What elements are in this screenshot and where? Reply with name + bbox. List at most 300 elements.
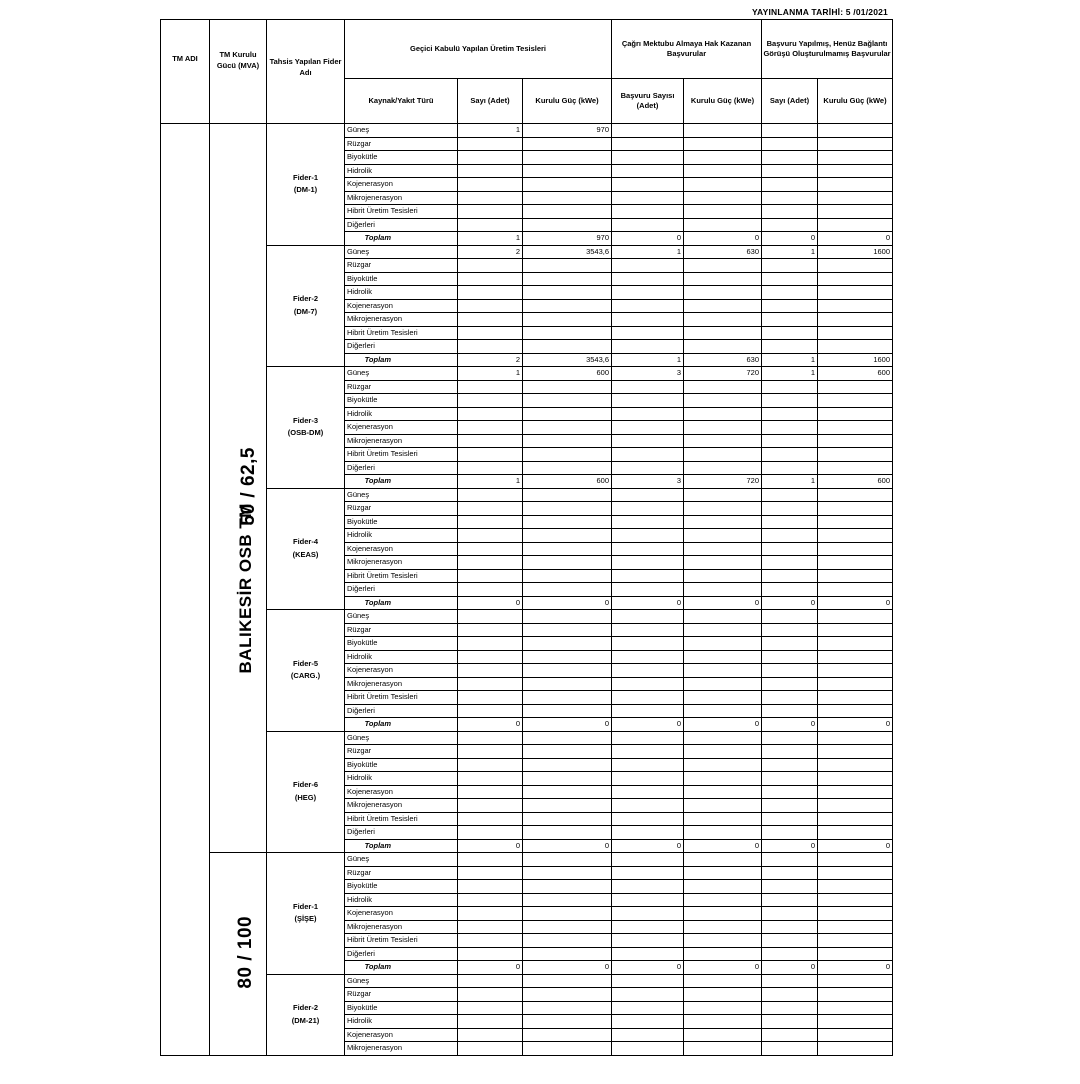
- gecici-sayi-cell: [458, 988, 523, 1002]
- cagri-kurulu-guc-cell: 630: [684, 353, 762, 367]
- gecici-kurulu-guc-cell: [523, 758, 612, 772]
- cagri-basvuru-sayisi-cell: [612, 731, 684, 745]
- basvuru-kurulu-guc-cell: [818, 583, 893, 597]
- basvuru-kurulu-guc-cell: [818, 205, 893, 219]
- cagri-kurulu-guc-cell: [684, 704, 762, 718]
- source-type: Kojenerasyon: [345, 1028, 458, 1042]
- basvuru-sayi-cell: [762, 380, 818, 394]
- gecici-kurulu-guc-cell: [523, 218, 612, 232]
- cagri-basvuru-sayisi-cell: [612, 218, 684, 232]
- gecici-kurulu-guc-cell: [523, 677, 612, 691]
- source-type: Mikrojenerasyon: [345, 799, 458, 813]
- source-type: Hibrit Üretim Tesisleri: [345, 569, 458, 583]
- gecici-sayi-cell: [458, 772, 523, 786]
- source-type: Güneş: [345, 731, 458, 745]
- basvuru-kurulu-guc-cell: [818, 623, 893, 637]
- cagri-basvuru-sayisi-cell: [612, 785, 684, 799]
- basvuru-sayi-cell: [762, 461, 818, 475]
- source-type: Hidrolik: [345, 407, 458, 421]
- cagri-kurulu-guc-cell: [684, 205, 762, 219]
- basvuru-kurulu-guc-cell: [818, 313, 893, 327]
- gecici-sayi-cell: [458, 934, 523, 948]
- basvuru-sayi-cell: [762, 637, 818, 651]
- gecici-kurulu-guc-cell: [523, 205, 612, 219]
- basvuru-sayi-cell: [762, 434, 818, 448]
- fider-name: Fider-6: [292, 780, 318, 790]
- gecici-sayi-cell: [458, 691, 523, 705]
- basvuru-kurulu-guc-cell: [818, 785, 893, 799]
- cagri-basvuru-sayisi-cell: 1: [612, 245, 684, 259]
- basvuru-sayi-cell: [762, 299, 818, 313]
- source-type: Kojenerasyon: [345, 664, 458, 678]
- basvuru-sayi-cell: [762, 218, 818, 232]
- source-type: Diğerleri: [345, 826, 458, 840]
- gecici-sayi-cell: [458, 853, 523, 867]
- basvuru-sayi-cell: [762, 151, 818, 165]
- gecici-sayi-cell: [458, 826, 523, 840]
- table-row: [161, 974, 893, 988]
- gecici-kurulu-guc-cell: [523, 286, 612, 300]
- cagri-kurulu-guc-cell: [684, 974, 762, 988]
- basvuru-kurulu-guc-cell: [818, 191, 893, 205]
- gecici-sayi-cell: [458, 178, 523, 192]
- gecici-kurulu-guc-cell: [523, 434, 612, 448]
- gecici-kurulu-guc-cell: [523, 880, 612, 894]
- basvuru-kurulu-guc-cell: [818, 569, 893, 583]
- basvuru-kurulu-guc-cell: [818, 272, 893, 286]
- gecici-kurulu-guc-cell: [523, 164, 612, 178]
- gecici-sayi-cell: [458, 704, 523, 718]
- source-type: Mikrojenerasyon: [345, 1042, 458, 1056]
- source-type: Biyokütle: [345, 880, 458, 894]
- gecici-sayi-cell: 1: [458, 124, 523, 138]
- source-type: Kojenerasyon: [345, 785, 458, 799]
- cagri-kurulu-guc-cell: [684, 542, 762, 556]
- gecici-sayi-cell: 0: [458, 961, 523, 975]
- fider-name: Fider-1: [292, 901, 318, 911]
- cagri-kurulu-guc-cell: [684, 880, 762, 894]
- basvuru-sayi-cell: [762, 704, 818, 718]
- cagri-kurulu-guc-cell: [684, 461, 762, 475]
- basvuru-kurulu-guc-cell: [818, 286, 893, 300]
- gecici-sayi-cell: [458, 340, 523, 354]
- basvuru-sayi-cell: [762, 1042, 818, 1056]
- cagri-kurulu-guc-cell: 0: [684, 232, 762, 246]
- gecici-kurulu-guc-cell: [523, 272, 612, 286]
- cagri-basvuru-sayisi-cell: [612, 623, 684, 637]
- gecici-kurulu-guc-cell: [523, 745, 612, 759]
- gecici-sayi-cell: [458, 515, 523, 529]
- gecici-kurulu-guc-cell: [523, 947, 612, 961]
- gecici-sayi-cell: [458, 880, 523, 894]
- basvuru-kurulu-guc-cell: [818, 515, 893, 529]
- basvuru-kurulu-guc-cell: [818, 880, 893, 894]
- cagri-basvuru-sayisi-cell: [612, 529, 684, 543]
- source-type: Kojenerasyon: [345, 542, 458, 556]
- cagri-kurulu-guc-cell: [684, 313, 762, 327]
- basvuru-kurulu-guc-cell: [818, 799, 893, 813]
- cagri-kurulu-guc-cell: [684, 515, 762, 529]
- gecici-sayi-cell: [458, 758, 523, 772]
- basvuru-kurulu-guc-cell: [818, 704, 893, 718]
- gecici-kurulu-guc-cell: [523, 704, 612, 718]
- basvuru-sayi-cell: [762, 745, 818, 759]
- cagri-basvuru-sayisi-cell: [612, 434, 684, 448]
- cagri-basvuru-sayisi-cell: [612, 205, 684, 219]
- source-type: Biyokütle: [345, 151, 458, 165]
- gecici-kurulu-guc-cell: 970: [523, 124, 612, 138]
- source-type: Hibrit Üretim Tesisleri: [345, 205, 458, 219]
- cagri-basvuru-sayisi-cell: [612, 515, 684, 529]
- gecici-sayi-cell: 1: [458, 232, 523, 246]
- basvuru-kurulu-guc-cell: [818, 907, 893, 921]
- total-label: Toplam: [345, 839, 458, 853]
- cagri-basvuru-sayisi-cell: [612, 259, 684, 273]
- source-type: Biyokütle: [345, 272, 458, 286]
- basvuru-kurulu-guc-cell: [818, 178, 893, 192]
- cagri-kurulu-guc-cell: 0: [684, 718, 762, 732]
- fider-cell: [267, 974, 345, 1055]
- gecici-sayi-cell: [458, 191, 523, 205]
- header-kurulu-guc: Kurulu Güç (kWe): [523, 79, 612, 124]
- cagri-kurulu-guc-cell: [684, 650, 762, 664]
- basvuru-sayi-cell: 1: [762, 367, 818, 381]
- gecici-sayi-cell: [458, 583, 523, 597]
- basvuru-kurulu-guc-cell: [818, 866, 893, 880]
- cagri-basvuru-sayisi-cell: [612, 1015, 684, 1029]
- gecici-kurulu-guc-cell: 600: [523, 475, 612, 489]
- gecici-sayi-cell: [458, 677, 523, 691]
- gecici-sayi-cell: [458, 1028, 523, 1042]
- basvuru-sayi-cell: 1: [762, 353, 818, 367]
- gecici-sayi-cell: [458, 205, 523, 219]
- basvuru-sayi-cell: [762, 785, 818, 799]
- gecici-sayi-cell: [458, 569, 523, 583]
- source-type: Mikrojenerasyon: [345, 434, 458, 448]
- fider-cell: [267, 731, 345, 853]
- gecici-sayi-cell: [458, 259, 523, 273]
- gecici-kurulu-guc-cell: 0: [523, 596, 612, 610]
- fider-name: Fider-1: [292, 172, 318, 182]
- basvuru-sayi-cell: [762, 812, 818, 826]
- gecici-kurulu-guc-cell: [523, 421, 612, 435]
- cagri-basvuru-sayisi-cell: [612, 947, 684, 961]
- cagri-basvuru-sayisi-cell: 3: [612, 367, 684, 381]
- cagri-kurulu-guc-cell: [684, 178, 762, 192]
- source-type: Mikrojenerasyon: [345, 191, 458, 205]
- basvuru-sayi-cell: [762, 731, 818, 745]
- gecici-kurulu-guc-cell: [523, 785, 612, 799]
- table-row: [161, 610, 893, 624]
- gecici-kurulu-guc-cell: [523, 515, 612, 529]
- source-type: Diğerleri: [345, 583, 458, 597]
- gecici-sayi-cell: [458, 920, 523, 934]
- cagri-basvuru-sayisi-cell: [612, 326, 684, 340]
- gecici-kurulu-guc-cell: [523, 893, 612, 907]
- basvuru-sayi-cell: [762, 907, 818, 921]
- cagri-basvuru-sayisi-cell: [612, 164, 684, 178]
- basvuru-sayi-cell: [762, 853, 818, 867]
- header-tahsis-fider: Tahsis Yapılan Fider Adı: [267, 20, 345, 124]
- fider-name: Fider-4: [292, 537, 318, 547]
- gecici-kurulu-guc-cell: [523, 151, 612, 165]
- gecici-sayi-cell: [458, 286, 523, 300]
- basvuru-kurulu-guc-cell: 0: [818, 596, 893, 610]
- source-type: Diğerleri: [345, 704, 458, 718]
- basvuru-sayi-cell: [762, 259, 818, 273]
- cagri-basvuru-sayisi-cell: [612, 299, 684, 313]
- basvuru-sayi-cell: [762, 407, 818, 421]
- basvuru-sayi-cell: 1: [762, 475, 818, 489]
- total-label: Toplam: [345, 475, 458, 489]
- gecici-kurulu-guc-cell: [523, 907, 612, 921]
- cagri-kurulu-guc-cell: [684, 853, 762, 867]
- header-sayi-basvuru: Sayı (Adet): [762, 79, 818, 124]
- gecici-sayi-cell: [458, 448, 523, 462]
- cagri-kurulu-guc-cell: [684, 340, 762, 354]
- gecici-sayi-cell: 0: [458, 596, 523, 610]
- basvuru-sayi-cell: [762, 650, 818, 664]
- gecici-kurulu-guc-cell: [523, 826, 612, 840]
- basvuru-kurulu-guc-cell: [818, 488, 893, 502]
- gecici-kurulu-guc-cell: [523, 623, 612, 637]
- basvuru-kurulu-guc-cell: [818, 677, 893, 691]
- gecici-kurulu-guc-cell: [523, 326, 612, 340]
- gecici-kurulu-guc-cell: 0: [523, 961, 612, 975]
- gecici-sayi-cell: [458, 326, 523, 340]
- source-type: Güneş: [345, 853, 458, 867]
- basvuru-kurulu-guc-cell: [818, 731, 893, 745]
- cagri-kurulu-guc-cell: [684, 988, 762, 1002]
- basvuru-sayi-cell: [762, 191, 818, 205]
- total-label: Toplam: [345, 596, 458, 610]
- source-type: Rüzgar: [345, 988, 458, 1002]
- cagri-kurulu-guc-cell: [684, 380, 762, 394]
- cagri-basvuru-sayisi-cell: [612, 988, 684, 1002]
- basvuru-sayi-cell: [762, 502, 818, 516]
- table-row: [161, 245, 893, 259]
- header-tm-kurulu-gucu: TM Kurulu Gücü (MVA): [210, 20, 267, 124]
- gecici-kurulu-guc-cell: [523, 1015, 612, 1029]
- source-type: Mikrojenerasyon: [345, 677, 458, 691]
- mva-cell: [210, 124, 267, 853]
- cagri-kurulu-guc-cell: [684, 691, 762, 705]
- cagri-basvuru-sayisi-cell: [612, 745, 684, 759]
- gecici-kurulu-guc-cell: [523, 1042, 612, 1056]
- cagri-basvuru-sayisi-cell: [612, 421, 684, 435]
- source-type: Rüzgar: [345, 259, 458, 273]
- source-type: Diğerleri: [345, 461, 458, 475]
- gecici-kurulu-guc-cell: 600: [523, 367, 612, 381]
- fider-code: (HEG): [294, 792, 317, 802]
- gecici-kurulu-guc-cell: [523, 772, 612, 786]
- basvuru-sayi-cell: [762, 866, 818, 880]
- gecici-sayi-cell: [458, 650, 523, 664]
- cagri-kurulu-guc-cell: [684, 299, 762, 313]
- cagri-basvuru-sayisi-cell: [612, 137, 684, 151]
- header-kurulu-guc-basvuru: Kurulu Güç (kWe): [818, 79, 893, 124]
- cagri-kurulu-guc-cell: [684, 623, 762, 637]
- source-type: Rüzgar: [345, 380, 458, 394]
- fider-code: (DM-7): [293, 306, 318, 316]
- basvuru-kurulu-guc-cell: [818, 745, 893, 759]
- source-type: Mikrojenerasyon: [345, 556, 458, 570]
- basvuru-sayi-cell: [762, 677, 818, 691]
- cagri-basvuru-sayisi-cell: [612, 448, 684, 462]
- gecici-kurulu-guc-cell: [523, 542, 612, 556]
- gecici-kurulu-guc-cell: [523, 799, 612, 813]
- gecici-sayi-cell: [458, 974, 523, 988]
- gecici-sayi-cell: [458, 137, 523, 151]
- table-row: [161, 367, 893, 381]
- cagri-basvuru-sayisi-cell: [612, 920, 684, 934]
- cagri-kurulu-guc-cell: [684, 434, 762, 448]
- cagri-kurulu-guc-cell: [684, 272, 762, 286]
- gecici-kurulu-guc-cell: [523, 299, 612, 313]
- basvuru-sayi-cell: [762, 313, 818, 327]
- basvuru-sayi-cell: [762, 1028, 818, 1042]
- fider-cell: [267, 488, 345, 610]
- capacity-table: [160, 19, 893, 1056]
- gecici-sayi-cell: [458, 313, 523, 327]
- basvuru-sayi-cell: [762, 799, 818, 813]
- cagri-kurulu-guc-cell: [684, 907, 762, 921]
- basvuru-kurulu-guc-cell: [818, 529, 893, 543]
- fider-cell: [267, 245, 345, 367]
- mva-cell: [210, 853, 267, 1056]
- cagri-kurulu-guc-cell: [684, 529, 762, 543]
- cagri-kurulu-guc-cell: [684, 583, 762, 597]
- fider-cell: [267, 367, 345, 489]
- basvuru-sayi-cell: [762, 326, 818, 340]
- header-group-gecici-kabul: Geçici Kabulü Yapılan Üretim Tesisleri: [345, 20, 612, 79]
- source-type: Hidrolik: [345, 650, 458, 664]
- gecici-kurulu-guc-cell: [523, 394, 612, 408]
- fider-code: (DM-1): [293, 185, 318, 195]
- header-group-basvuru: Başvuru Yapılmış, Henüz Bağlantı Görüşü Oluşturulmamış Başvurular: [762, 20, 893, 79]
- cagri-kurulu-guc-cell: 720: [684, 367, 762, 381]
- gecici-kurulu-guc-cell: [523, 664, 612, 678]
- header-kurulu-guc-cagri: Kurulu Güç (kWe): [684, 79, 762, 124]
- gecici-kurulu-guc-cell: [523, 569, 612, 583]
- basvuru-kurulu-guc-cell: [818, 853, 893, 867]
- cagri-kurulu-guc-cell: [684, 799, 762, 813]
- basvuru-kurulu-guc-cell: [818, 988, 893, 1002]
- header-kaynak: Kaynak/Yakıt Türü: [345, 79, 458, 124]
- fider-name: Fider-2: [292, 294, 318, 304]
- source-type: Kojenerasyon: [345, 178, 458, 192]
- fider-name: Fider-5: [292, 658, 318, 668]
- basvuru-sayi-cell: [762, 1001, 818, 1015]
- basvuru-kurulu-guc-cell: [818, 650, 893, 664]
- gecici-kurulu-guc-cell: [523, 313, 612, 327]
- gecici-kurulu-guc-cell: [523, 637, 612, 651]
- gecici-kurulu-guc-cell: [523, 1001, 612, 1015]
- source-type: Kojenerasyon: [345, 907, 458, 921]
- cagri-kurulu-guc-cell: [684, 421, 762, 435]
- source-type: Diğerleri: [345, 947, 458, 961]
- cagri-basvuru-sayisi-cell: [612, 907, 684, 921]
- basvuru-sayi-cell: [762, 340, 818, 354]
- gecici-kurulu-guc-cell: [523, 610, 612, 624]
- source-type: Rüzgar: [345, 137, 458, 151]
- basvuru-kurulu-guc-cell: [818, 934, 893, 948]
- basvuru-sayi-cell: 0: [762, 232, 818, 246]
- gecici-kurulu-guc-cell: [523, 380, 612, 394]
- basvuru-sayi-cell: [762, 772, 818, 786]
- cagri-basvuru-sayisi-cell: [612, 974, 684, 988]
- basvuru-kurulu-guc-cell: [818, 394, 893, 408]
- cagri-kurulu-guc-cell: [684, 745, 762, 759]
- fider-name: Fider-2: [292, 1003, 318, 1012]
- gecici-sayi-cell: 0: [458, 839, 523, 853]
- gecici-sayi-cell: [458, 745, 523, 759]
- source-type: Biyokütle: [345, 758, 458, 772]
- gecici-kurulu-guc-cell: [523, 488, 612, 502]
- cagri-kurulu-guc-cell: [684, 610, 762, 624]
- gecici-kurulu-guc-cell: 970: [523, 232, 612, 246]
- gecici-sayi-cell: 2: [458, 353, 523, 367]
- gecici-sayi-cell: [458, 623, 523, 637]
- cagri-kurulu-guc-cell: [684, 259, 762, 273]
- source-type: Rüzgar: [345, 866, 458, 880]
- source-type: Güneş: [345, 974, 458, 988]
- basvuru-sayi-cell: [762, 421, 818, 435]
- total-label: Toplam: [345, 961, 458, 975]
- gecici-kurulu-guc-cell: 3543,6: [523, 353, 612, 367]
- gecici-sayi-cell: [458, 407, 523, 421]
- basvuru-kurulu-guc-cell: [818, 137, 893, 151]
- cagri-basvuru-sayisi-cell: [612, 799, 684, 813]
- gecici-sayi-cell: [458, 907, 523, 921]
- gecici-kurulu-guc-cell: [523, 178, 612, 192]
- basvuru-sayi-cell: 0: [762, 961, 818, 975]
- gecici-kurulu-guc-cell: [523, 731, 612, 745]
- cagri-kurulu-guc-cell: [684, 920, 762, 934]
- fider-code: (CARG.): [290, 671, 321, 681]
- cagri-kurulu-guc-cell: [684, 164, 762, 178]
- cagri-kurulu-guc-cell: [684, 448, 762, 462]
- cagri-basvuru-sayisi-cell: 3: [612, 475, 684, 489]
- cagri-kurulu-guc-cell: [684, 893, 762, 907]
- gecici-sayi-cell: [458, 164, 523, 178]
- cagri-kurulu-guc-cell: [684, 151, 762, 165]
- basvuru-sayi-cell: [762, 137, 818, 151]
- cagri-kurulu-guc-cell: [684, 785, 762, 799]
- fider-cell: [267, 124, 345, 246]
- gecici-sayi-cell: [458, 218, 523, 232]
- gecici-sayi-cell: [458, 1001, 523, 1015]
- cagri-basvuru-sayisi-cell: [612, 1001, 684, 1015]
- gecici-sayi-cell: 0: [458, 718, 523, 732]
- basvuru-sayi-cell: [762, 286, 818, 300]
- source-type: Mikrojenerasyon: [345, 313, 458, 327]
- gecici-kurulu-guc-cell: [523, 137, 612, 151]
- gecici-kurulu-guc-cell: [523, 1028, 612, 1042]
- cagri-basvuru-sayisi-cell: [612, 893, 684, 907]
- gecici-kurulu-guc-cell: 3543,6: [523, 245, 612, 259]
- cagri-basvuru-sayisi-cell: [612, 569, 684, 583]
- fider-code: (KEAS): [292, 549, 319, 559]
- gecici-sayi-cell: [458, 394, 523, 408]
- cagri-basvuru-sayisi-cell: [612, 650, 684, 664]
- source-type: Rüzgar: [345, 745, 458, 759]
- source-type: Hibrit Üretim Tesisleri: [345, 934, 458, 948]
- source-type: Hibrit Üretim Tesisleri: [345, 448, 458, 462]
- source-type: Diğerleri: [345, 218, 458, 232]
- cagri-kurulu-guc-cell: 0: [684, 961, 762, 975]
- table-frame: [160, 19, 892, 1084]
